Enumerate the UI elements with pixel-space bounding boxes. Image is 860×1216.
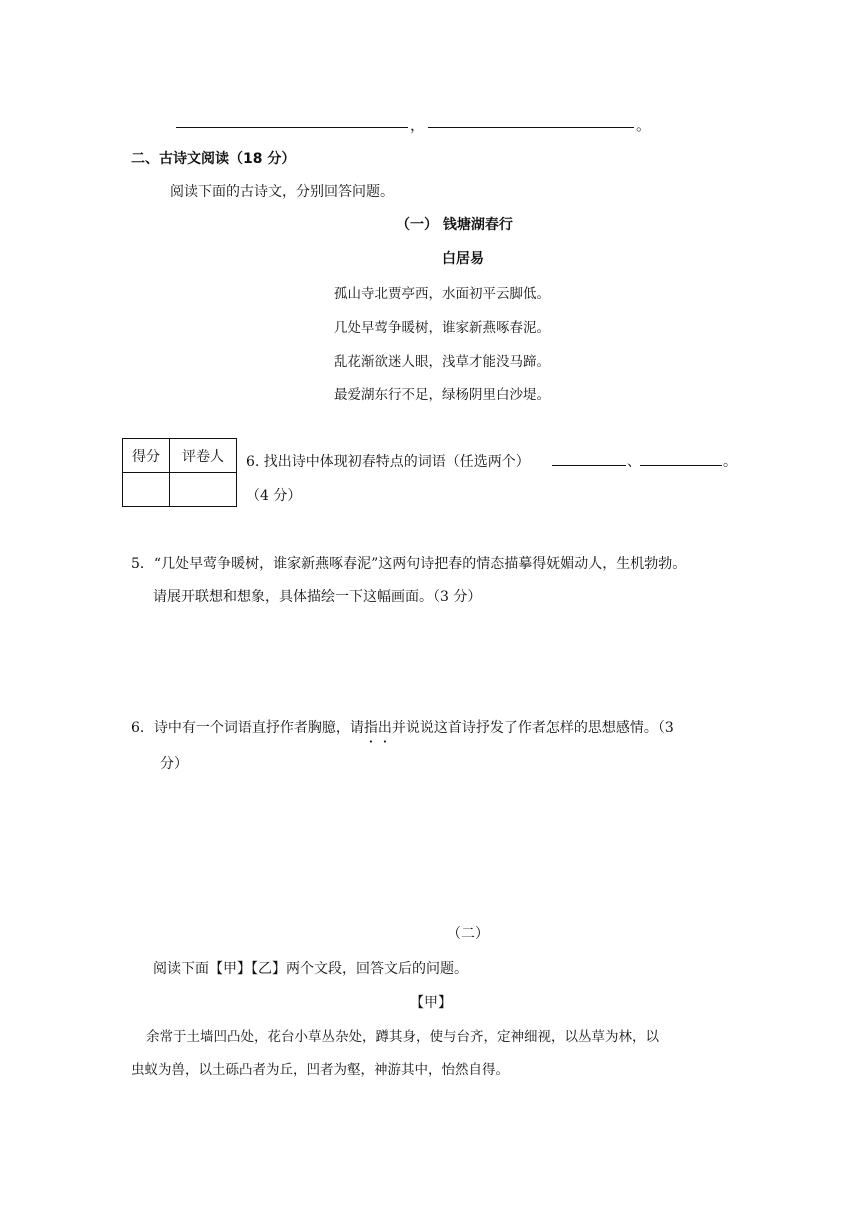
q6a-end: 。 <box>723 454 737 470</box>
grader-cell[interactable] <box>170 473 237 507</box>
emphasis-char: 出 <box>377 720 392 736</box>
question-6b-line2: 分） <box>160 756 188 772</box>
section-instruction: 阅读下面的古诗文，分别回答问题。 <box>170 184 394 200</box>
q6b-text-after: 并说说这首诗抒发了作者怎样的思想感情。（3 <box>391 720 674 736</box>
poem-line: 孤山寺北贾亭西，水面初平云脚低。 <box>334 286 550 302</box>
question-6a-text: 6. 找出诗中体现初春特点的词语（任选两个） <box>246 454 530 470</box>
poem-author: 白居易 <box>442 251 484 267</box>
poem-line: 几处早莺争暖树，谁家新燕啄春泥。 <box>334 320 550 336</box>
score-table <box>122 438 237 507</box>
part2-title: （二） <box>447 926 489 942</box>
q6a-separator: 、 <box>627 454 641 470</box>
score-cell[interactable] <box>123 473 170 507</box>
poem-line: 乱花渐欲迷人眼，浅草才能没马蹄。 <box>334 354 550 370</box>
jia-text-line1: 余常于土墙凹凸处，花台小草丛杂处，蹲其身，使与台齐，定神细视，以丛草为林，以 <box>146 1029 659 1045</box>
poem-title: （一） 钱塘湖春行 <box>396 217 513 233</box>
part2-instruction: 阅读下面【甲】【乙】两个文段，回答文后的问题。 <box>153 961 468 977</box>
question-6b-line1 <box>131 717 674 737</box>
q6a-answer-blank-1[interactable] <box>552 465 626 466</box>
q6a-answer-blank-2[interactable] <box>640 465 722 466</box>
question-5-line2: 请展开联想和想象，具体描绘一下这幅画面。（3 分） <box>153 589 482 605</box>
score-header: 得分 <box>123 439 170 473</box>
jia-text-line2: 虫蚁为兽，以土砾凸者为丘，凹者为壑，神游其中，怡然自得。 <box>131 1062 509 1078</box>
emphasis-char: 指 <box>363 720 378 736</box>
q6b-text-before: 6．诗中有一个词语直抒作者胸臆，请 <box>131 720 364 736</box>
answer-separator: ， <box>410 116 426 134</box>
answer-end: 。 <box>636 116 652 134</box>
answer-blank-2[interactable] <box>428 127 634 128</box>
poem-line: 最爱湖东行不足，绿杨阴里白沙堤。 <box>334 387 550 403</box>
q6a-points: （4 分） <box>246 488 302 504</box>
grader-header: 评卷人 <box>170 439 237 473</box>
jia-label: 【甲】 <box>410 995 452 1011</box>
section-heading: 二、古诗文阅读（18 分） <box>131 151 296 167</box>
answer-blank-1[interactable] <box>176 127 408 128</box>
question-5-line1: 5．“几处早莺争暖树，谁家新燕啄春泥”这两句诗把春的情态描摹得妩媚动人，生机勃勃。 <box>131 556 687 572</box>
